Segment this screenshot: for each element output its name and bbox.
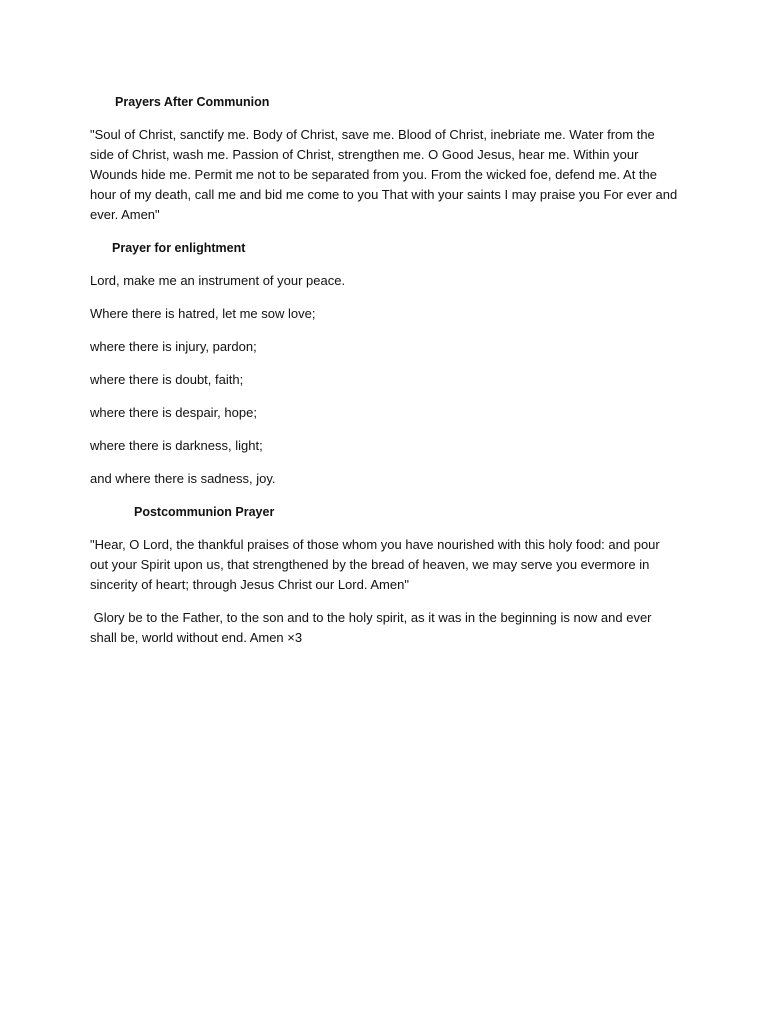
line-doubt: where there is doubt, faith; xyxy=(90,372,244,387)
paragraph-glory-be: Glory be to the Father, to the son and to the holy spirit, as it was in the beginning is now and ever shall be, world without end. Amen ×3 xyxy=(90,610,656,645)
line-instrument-of-peace: Lord, make me an instrument of your peace. xyxy=(90,273,346,288)
heading-prayer-for-enlightment: Prayer for enlightment xyxy=(112,241,246,255)
line-darkness: where there is darkness, light; xyxy=(90,438,263,453)
line-despair: where there is despair, hope; xyxy=(90,405,257,420)
paragraph-postcommunion: "Hear, O Lord, the thankful praises of those whom you have nourished with this holy food: and pour out your Spirit upon us, that strengthened by the bread of heaven, we may serve you evermore in sincerity of heart; through Jesus Christ our Lord. Amen" xyxy=(90,537,660,592)
paragraph-soul-of-christ: "Soul of Christ, sanctify me. Body of Christ, save me. Blood of Christ, inebriate me. Water from the side of Christ, wash me. Passion of Christ, strengthen me. O Good Jesus, hear me. Within your Wounds hide me. Permit me not to be separated from you. From the wicked foe, defend me. At the hour of my death, call me and bid me come to you That with your saints I may praise you For ever and ever. Amen" xyxy=(90,127,678,222)
line-sadness: and where there is sadness, joy. xyxy=(90,471,276,486)
heading-prayers-after-communion: Prayers After Communion xyxy=(115,95,270,109)
line-injury: where there is injury, pardon; xyxy=(90,339,257,354)
heading-postcommunion-prayer: Postcommunion Prayer xyxy=(134,505,275,519)
line-hatred: Where there is hatred, let me sow love; xyxy=(90,306,316,321)
